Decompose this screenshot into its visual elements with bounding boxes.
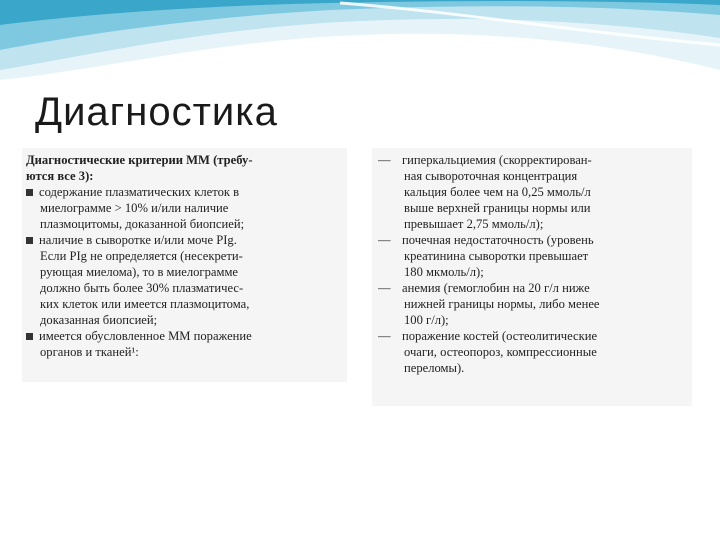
organ-damage-item-4-line-1: — поражение костей (остеолитические [378, 329, 598, 343]
dash-bullet-icon: — [378, 153, 391, 167]
organ-damage-item-3-line-2: нижней границы нормы, либо менее [404, 297, 600, 311]
dash-bullet-icon: — [378, 329, 391, 343]
criteria-heading-line-2: ются все 3): [26, 169, 94, 183]
organ-damage-item-1-line-5: превышает 2,75 ммоль/л); [404, 217, 544, 231]
criteria-item-2-line-1: наличие в сыворотке и/или моче PIg. [26, 232, 343, 248]
organ-damage-item-1-line-1: — гиперкальциемия (скорректирован- [378, 153, 592, 167]
criteria-item-2-line-4: должно быть более 30% плазматичес- [40, 281, 244, 295]
square-bullet-icon [26, 333, 33, 340]
organ-damage-item-2-line-3: 180 мкмоль/л); [404, 265, 484, 279]
square-bullet-icon [26, 237, 33, 244]
header-wave-decoration [0, 0, 720, 90]
organ-damage-item-4-line-2: очаги, остеопороз, компрессионные [404, 345, 597, 359]
dash-bullet-icon: — [378, 233, 391, 247]
criteria-heading-line-1: Диагностические критерии ММ (требу- [26, 153, 253, 167]
criteria-item-2-line-3: рующая миелома), то в миелограмме [40, 265, 239, 279]
criteria-item-3-line-1: имеется обусловленное ММ поражение [26, 328, 343, 344]
criteria-item-2-line-2: Если PIg не определяется (несекрети- [40, 249, 243, 263]
criteria-item-3-line-2: органов и тканей¹: [40, 345, 139, 359]
criteria-panel-right [372, 148, 692, 406]
slide-title: Диагностика [35, 90, 278, 134]
organ-damage-item-1-line-4: выше верхней границы нормы или [404, 201, 591, 215]
organ-damage-item-2-line-2: креатинина сыворотки превышает [404, 249, 589, 263]
criteria-item-1-line-3: плазмоцитомы, доказанной биопсией; [40, 217, 245, 231]
organ-damage-item-4-line-3: переломы). [404, 361, 465, 375]
criteria-item-2-line-6: доказанная биопсией; [40, 313, 158, 327]
organ-damage-item-3-line-1: — анемия (гемоглобин на 20 г/л ниже [378, 281, 590, 295]
criteria-panel-left [22, 148, 347, 382]
organ-damage-item-2-line-1: — почечная недостаточность (уровень [378, 233, 594, 247]
organ-damage-item-1-line-2: ная сывороточная концентрация [404, 169, 578, 183]
criteria-item-2-line-5: ких клеток или имеется плазмоцитома, [40, 297, 250, 311]
organ-damage-item-3-line-3: 100 г/л); [404, 313, 449, 327]
dash-bullet-icon: — [378, 281, 391, 295]
criteria-item-1-line-2: миелограмме > 10% и/или наличие [40, 201, 229, 215]
organ-damage-item-1-line-3: кальция более чем на 0,25 ммоль/л [404, 185, 591, 199]
criteria-item-1-line-1: содержание плазматических клеток в [26, 184, 343, 200]
square-bullet-icon [26, 189, 33, 196]
